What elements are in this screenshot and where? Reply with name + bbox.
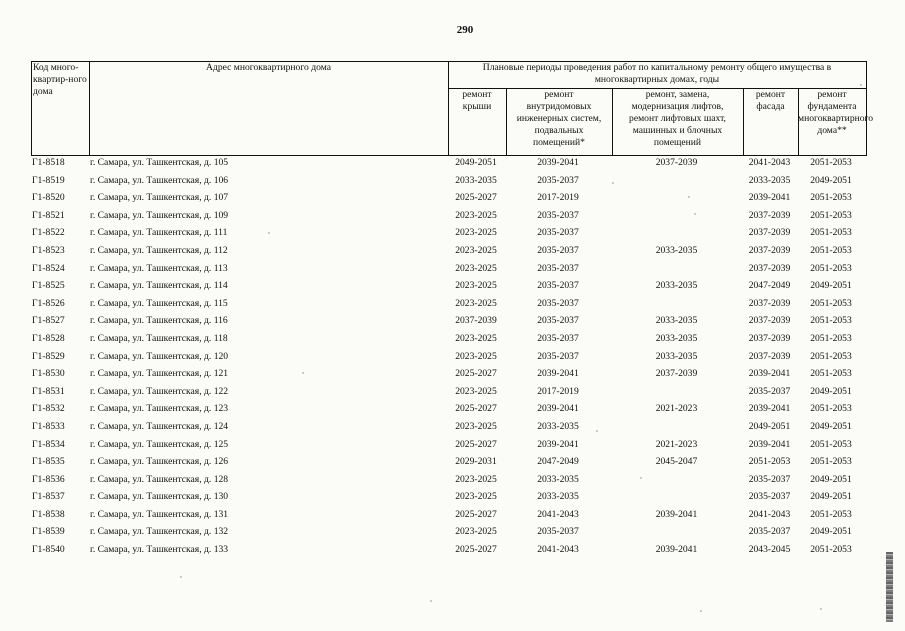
scan-speck (700, 610, 702, 612)
cell-foundation: 2049-2051 (810, 174, 852, 186)
cell-code: Г1-8529 (32, 350, 65, 362)
scan-speck (694, 213, 696, 215)
cell-code: Г1-8525 (32, 280, 65, 292)
cell-foundation: 2051-2053 (810, 192, 852, 204)
table-row (31, 543, 867, 561)
cell-facade: 2047-2049 (748, 280, 791, 292)
cell-lifts: 2039-2041 (655, 508, 698, 520)
cell-address: г. Самара, ул. Ташкентская, д. 132 (90, 526, 229, 538)
cell-code: Г1-8528 (32, 332, 65, 344)
cell-address: г. Самара, ул. Ташкентская, д. 123 (90, 403, 229, 415)
cell-facade: 2039-2041 (748, 403, 791, 415)
cell-facade: 2037-2039 (748, 350, 791, 362)
cell-systems: 2017-2019 (537, 192, 579, 204)
cell-roof: 2023-2025 (455, 332, 497, 344)
cell-foundation: 2051-2053 (810, 262, 852, 274)
cell-address: г. Самара, ул. Ташкентская, д. 122 (90, 385, 229, 397)
cell-code: Г1-8526 (32, 297, 65, 309)
cell-code: Г1-8531 (32, 385, 65, 397)
cell-facade: 2035-2037 (748, 473, 791, 485)
table-row (31, 438, 867, 456)
cell-facade: 2037-2039 (748, 209, 791, 221)
cell-lifts: 2021-2023 (655, 403, 698, 415)
cell-lifts: 2021-2023 (655, 438, 698, 450)
cell-systems: 2047-2049 (537, 456, 579, 468)
table-row (31, 279, 867, 297)
cell-systems: 2035-2037 (537, 244, 579, 256)
header-systems: ремонт внутридомовых инженерных систем, подвальных помещений* (516, 89, 602, 148)
header-code: Код много-квартир-ного дома (33, 62, 87, 97)
cell-code: Г1-8520 (32, 192, 65, 204)
cell-systems: 2017-2019 (537, 385, 579, 397)
cell-code: Г1-8523 (32, 244, 65, 256)
cell-foundation: 2051-2053 (810, 227, 852, 239)
cell-foundation: 2051-2053 (810, 157, 852, 168)
scan-speck (302, 372, 304, 374)
cell-roof: 2023-2025 (455, 280, 497, 292)
cell-address: г. Самара, ул. Ташкентская, д. 114 (90, 280, 228, 292)
cell-address: г. Самара, ул. Ташкентская, д. 121 (90, 368, 229, 380)
page-number: 290 (456, 24, 474, 36)
cell-lifts: 2045-2047 (655, 456, 698, 468)
cell-address: г. Самара, ул. Ташкентская, д. 112 (90, 244, 228, 256)
table-row (31, 420, 867, 438)
cell-systems: 2035-2037 (537, 280, 579, 292)
cell-systems: 2035-2037 (537, 526, 579, 538)
table-row (31, 385, 867, 403)
cell-foundation: 2051-2053 (810, 350, 852, 362)
cell-roof: 2023-2025 (455, 227, 497, 239)
cell-foundation: 2051-2053 (810, 297, 852, 309)
table-row (31, 508, 867, 526)
cell-foundation: 2049-2051 (810, 420, 852, 432)
table-row (31, 314, 867, 332)
cell-systems: 2041-2043 (537, 544, 579, 556)
cell-roof: 2025-2027 (455, 403, 497, 415)
cell-address: г. Самара, ул. Ташкентская, д. 125 (90, 438, 229, 450)
cell-roof: 2023-2025 (455, 244, 497, 256)
cell-foundation: 2051-2053 (810, 508, 852, 520)
cell-facade: 2037-2039 (748, 262, 791, 274)
cell-facade: 2043-2045 (748, 544, 791, 556)
cell-code: Г1-8535 (32, 456, 65, 468)
cell-facade: 2037-2039 (748, 297, 791, 309)
cell-roof: 2023-2025 (455, 526, 497, 538)
scan-speck (180, 576, 182, 578)
table-row (31, 209, 867, 227)
table-row (31, 350, 867, 368)
cell-systems: 2033-2035 (537, 473, 579, 485)
table-row (31, 174, 867, 192)
scan-speck (430, 600, 432, 602)
cell-address: г. Самара, ул. Ташкентская, д. 128 (90, 473, 229, 485)
cell-address: г. Самара, ул. Ташкентская, д. 106 (90, 174, 229, 186)
cell-facade: 2037-2039 (748, 244, 791, 256)
table-row (31, 191, 867, 209)
cell-lifts: 2037-2039 (655, 157, 698, 168)
cell-address: г. Самара, ул. Ташкентская, д. 115 (90, 297, 228, 309)
cell-code: Г1-8524 (32, 262, 65, 274)
table-row (31, 490, 867, 508)
cell-facade: 2039-2041 (748, 438, 791, 450)
cell-systems: 2035-2037 (537, 174, 579, 186)
header-foundation: ремонт фундамента многоквартирного дома** (798, 89, 874, 136)
cell-foundation: 2049-2051 (810, 526, 852, 538)
cell-address: г. Самара, ул. Ташкентская, д. 124 (90, 420, 229, 432)
cell-roof: 2037-2039 (455, 315, 497, 327)
cell-address: г. Самара, ул. Ташкентская, д. 126 (90, 456, 229, 468)
table-row (31, 297, 867, 315)
cell-roof: 2023-2025 (455, 262, 497, 274)
cell-roof: 2025-2027 (455, 508, 497, 520)
cell-roof: 2049-2051 (455, 157, 497, 168)
cell-address: г. Самара, ул. Ташкентская, д. 130 (90, 491, 229, 503)
header-facade: ремонт фасада (755, 89, 786, 112)
cell-address: г. Самара, ул. Ташкентская, д. 116 (90, 315, 228, 327)
cell-foundation: 2051-2053 (810, 368, 852, 380)
cell-facade: 2041-2043 (748, 508, 791, 520)
cell-roof: 2023-2025 (455, 350, 497, 362)
cell-facade: 2039-2041 (748, 368, 791, 380)
cell-roof: 2023-2025 (455, 473, 497, 485)
cell-foundation: 2051-2053 (810, 544, 852, 556)
table-row (31, 367, 867, 385)
table-row (31, 244, 867, 262)
cell-lifts: 2033-2035 (655, 244, 698, 256)
cell-facade: 2037-2039 (748, 227, 791, 239)
scan-speck (612, 182, 614, 184)
header-periods-group: Плановые периоды проведения работ по капитальному ремонту общего имущества в многоквартирных домах, годы (482, 62, 832, 85)
cell-lifts: 2037-2039 (655, 368, 698, 380)
cell-address: г. Самара, ул. Ташкентская, д. 111 (90, 227, 228, 239)
cell-code: Г1-8538 (32, 508, 65, 520)
cell-facade: 2039-2041 (748, 192, 791, 204)
cell-foundation: 2051-2053 (810, 244, 852, 256)
cell-systems: 2035-2037 (537, 315, 579, 327)
table-row (31, 332, 867, 350)
cell-code: Г1-8527 (32, 315, 65, 327)
cell-foundation: 2051-2053 (810, 438, 852, 450)
cell-address: г. Самара, ул. Ташкентская, д. 118 (90, 332, 228, 344)
cell-foundation: 2051-2053 (810, 332, 852, 344)
cell-code: Г1-8518 (32, 157, 65, 168)
cell-systems: 2033-2035 (537, 491, 579, 503)
cell-address: г. Самара, ул. Ташкентская, д. 131 (90, 508, 229, 520)
cell-facade: 2033-2035 (748, 174, 791, 186)
cell-systems: 2039-2041 (537, 403, 579, 415)
cell-foundation: 2049-2051 (810, 491, 852, 503)
cell-lifts: 2033-2035 (655, 280, 698, 292)
cell-address: г. Самара, ул. Ташкентская, д. 107 (90, 192, 229, 204)
cell-systems: 2035-2037 (537, 297, 579, 309)
cell-roof: 2025-2027 (455, 192, 497, 204)
table-row (31, 473, 867, 491)
cell-roof: 2025-2027 (455, 438, 497, 450)
cell-lifts: 2033-2035 (655, 332, 698, 344)
cell-foundation: 2051-2053 (810, 209, 852, 221)
table-row (31, 402, 867, 420)
cell-code: Г1-8534 (32, 438, 65, 450)
cell-systems: 2041-2043 (537, 508, 579, 520)
cell-systems: 2035-2037 (537, 227, 579, 239)
cell-foundation: 2049-2051 (810, 280, 852, 292)
cell-code: Г1-8532 (32, 403, 65, 415)
cell-foundation: 2051-2053 (810, 315, 852, 327)
table-row (31, 156, 867, 174)
cell-systems: 2033-2035 (537, 420, 579, 432)
cell-code: Г1-8540 (32, 544, 65, 556)
scan-speck (640, 477, 642, 479)
cell-systems: 2035-2037 (537, 262, 579, 274)
cell-code: Г1-8539 (32, 526, 65, 538)
scan-speck (860, 84, 862, 86)
cell-address: г. Самара, ул. Ташкентская, д. 113 (90, 262, 228, 274)
cell-code: Г1-8536 (32, 473, 65, 485)
scan-edge-artifact (886, 552, 893, 622)
cell-address: г. Самара, ул. Ташкентская, д. 109 (90, 209, 229, 221)
cell-address: г. Самара, ул. Ташкентская, д. 133 (90, 544, 229, 556)
cell-facade: 2037-2039 (748, 332, 791, 344)
cell-roof: 2023-2025 (455, 209, 497, 221)
cell-systems: 2035-2037 (537, 209, 579, 221)
cell-facade: 2035-2037 (748, 526, 791, 538)
cell-facade: 2037-2039 (748, 315, 791, 327)
cell-systems: 2035-2037 (537, 332, 579, 344)
cell-code: Г1-8530 (32, 368, 65, 380)
cell-foundation: 2051-2053 (810, 456, 852, 468)
cell-code: Г1-8522 (32, 227, 65, 239)
cell-facade: 2041-2043 (748, 157, 791, 168)
scan-speck (596, 430, 598, 432)
cell-address: г. Самара, ул. Ташкентская, д. 105 (90, 157, 229, 168)
cell-lifts: 2033-2035 (655, 350, 698, 362)
cell-roof: 2023-2025 (455, 385, 497, 397)
header-address: Адрес многоквартирного дома (206, 62, 331, 73)
cell-lifts: 2039-2041 (655, 544, 698, 556)
cell-facade: 2035-2037 (748, 385, 791, 397)
cell-systems: 2035-2037 (537, 350, 579, 362)
table-row (31, 262, 867, 280)
scan-speck (268, 232, 270, 234)
cell-code: Г1-8533 (32, 420, 65, 432)
table-row (31, 455, 867, 473)
cell-roof: 2023-2025 (455, 491, 497, 503)
header-roof: ремонт крыши (462, 89, 492, 112)
table-body (31, 156, 867, 561)
cell-systems: 2039-2041 (537, 438, 579, 450)
table-row (31, 525, 867, 543)
cell-roof: 2029-2031 (455, 456, 497, 468)
cell-facade: 2035-2037 (748, 491, 791, 503)
cell-code: Г1-8519 (32, 174, 65, 186)
header-lifts: ремонт, замена, модернизация лифтов, ремонт лифтовых шахт, машинных и блочных помещений (629, 89, 726, 148)
cell-code: Г1-8537 (32, 491, 65, 503)
scan-speck (688, 196, 690, 198)
table-row (31, 226, 867, 244)
scan-speck (820, 608, 822, 610)
cell-roof: 2023-2025 (455, 297, 497, 309)
cell-address: г. Самара, ул. Ташкентская, д. 120 (90, 350, 229, 362)
cell-lifts: 2033-2035 (655, 315, 698, 327)
cell-roof: 2023-2025 (455, 420, 497, 432)
cell-systems: 2039-2041 (537, 157, 579, 168)
cell-roof: 2033-2035 (455, 174, 497, 186)
table-header (31, 61, 874, 156)
cell-facade: 2049-2051 (748, 420, 791, 432)
cell-foundation: 2049-2051 (810, 385, 852, 397)
cell-roof: 2025-2027 (455, 544, 497, 556)
cell-foundation: 2051-2053 (810, 403, 852, 415)
cell-facade: 2051-2053 (748, 456, 791, 468)
cell-roof: 2025-2027 (455, 368, 497, 380)
cell-code: Г1-8521 (32, 209, 65, 221)
cell-foundation: 2049-2051 (810, 473, 852, 485)
cell-systems: 2039-2041 (537, 368, 579, 380)
header-divider (89, 62, 90, 155)
